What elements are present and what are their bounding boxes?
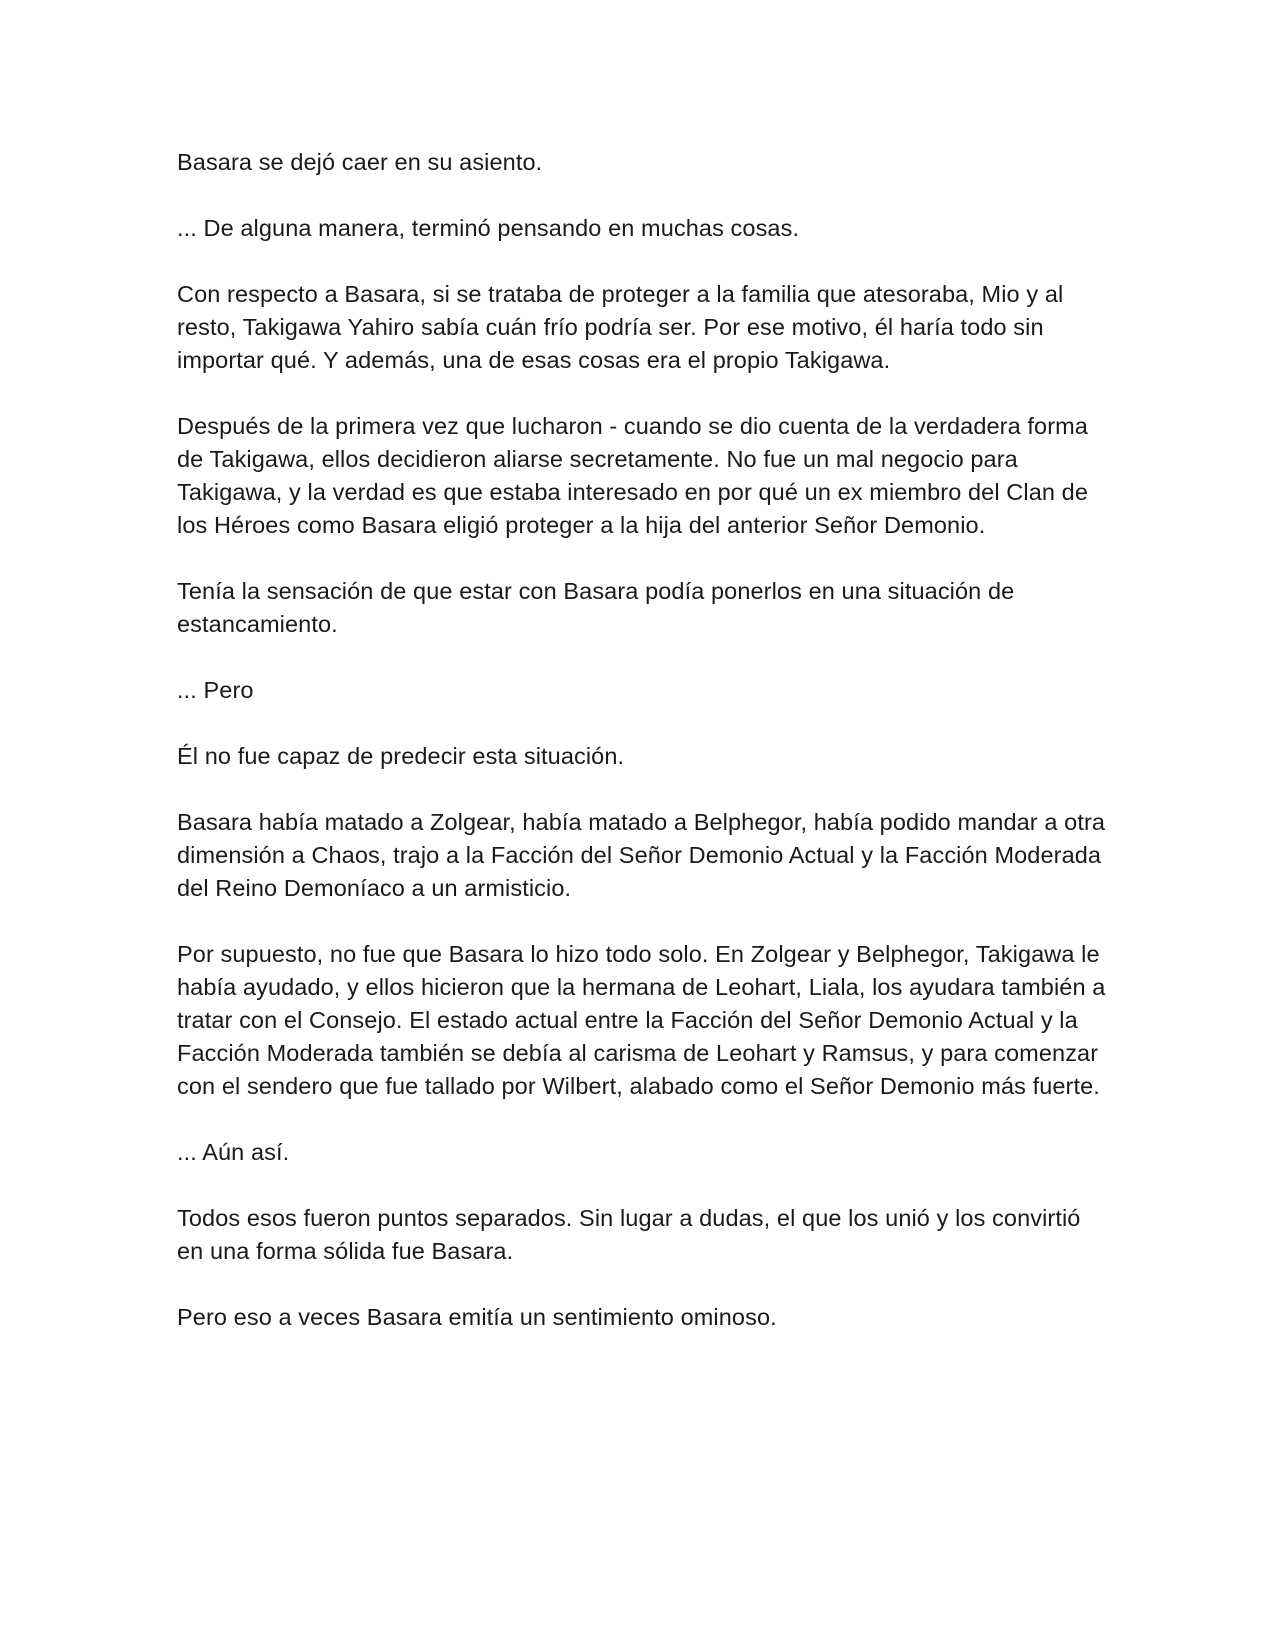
paragraph: Por supuesto, no fue que Basara lo hizo todo solo. En Zolgear y Belphegor, Takigawa le había ayudado, y ellos hicieron que la hermana de Leohart, Liala, los ayudara también a tratar con el Consejo. El estado actual entre la Facción del Señor Demonio Actual y la Facción Moderada también se debía al carisma de Leohart y Ramsus, y para comenzar con el sendero que fue tallado por Wilbert, alabado como el Señor Demonio más fuerte.: [177, 941, 1106, 1099]
paragraph: ... Aún así.: [177, 1139, 290, 1165]
paragraph: Basara se dejó caer en su asiento.: [177, 149, 543, 175]
paragraph: Con respecto a Basara, si se trataba de proteger a la familia que atesoraba, Mio y al resto, Takigawa Yahiro sabía cuán frío podría ser. Por ese motivo, él haría todo sin importar qué. Y además, una de esas cosas era el propio Takigawa.: [177, 281, 1064, 373]
paragraph: Él no fue capaz de predecir esta situación.: [177, 743, 625, 769]
paragraph: ... Pero: [177, 677, 254, 703]
paragraph: Pero eso a veces Basara emitía un sentimiento ominoso.: [177, 1304, 777, 1330]
paragraph: Tenía la sensación de que estar con Basara podía ponerlos en una situación de estancamiento.: [177, 578, 1015, 637]
paragraph: Todos esos fueron puntos separados. Sin lugar a dudas, el que los unió y los convirtió en una forma sólida fue Basara.: [177, 1205, 1081, 1264]
paragraph: Después de la primera vez que lucharon - cuando se dio cuenta de la verdadera forma de Takigawa, ellos decidieron aliarse secretamente. No fue un mal negocio para Takigawa, y la verdad es que estaba interesado en por qué un ex miembro del Clan de los Héroes como Basara eligió proteger a la hija del anterior Señor Demonio.: [177, 413, 1088, 538]
document-body: [177, 146, 1112, 1367]
paragraph: ... De alguna manera, terminó pensando en muchas cosas.: [177, 215, 800, 241]
paragraph: Basara había matado a Zolgear, había matado a Belphegor, había podido mandar a otra dimensión a Chaos, trajo a la Facción del Señor Demonio Actual y la Facción Moderada del Reino Demoníaco a un armisticio.: [177, 809, 1106, 901]
